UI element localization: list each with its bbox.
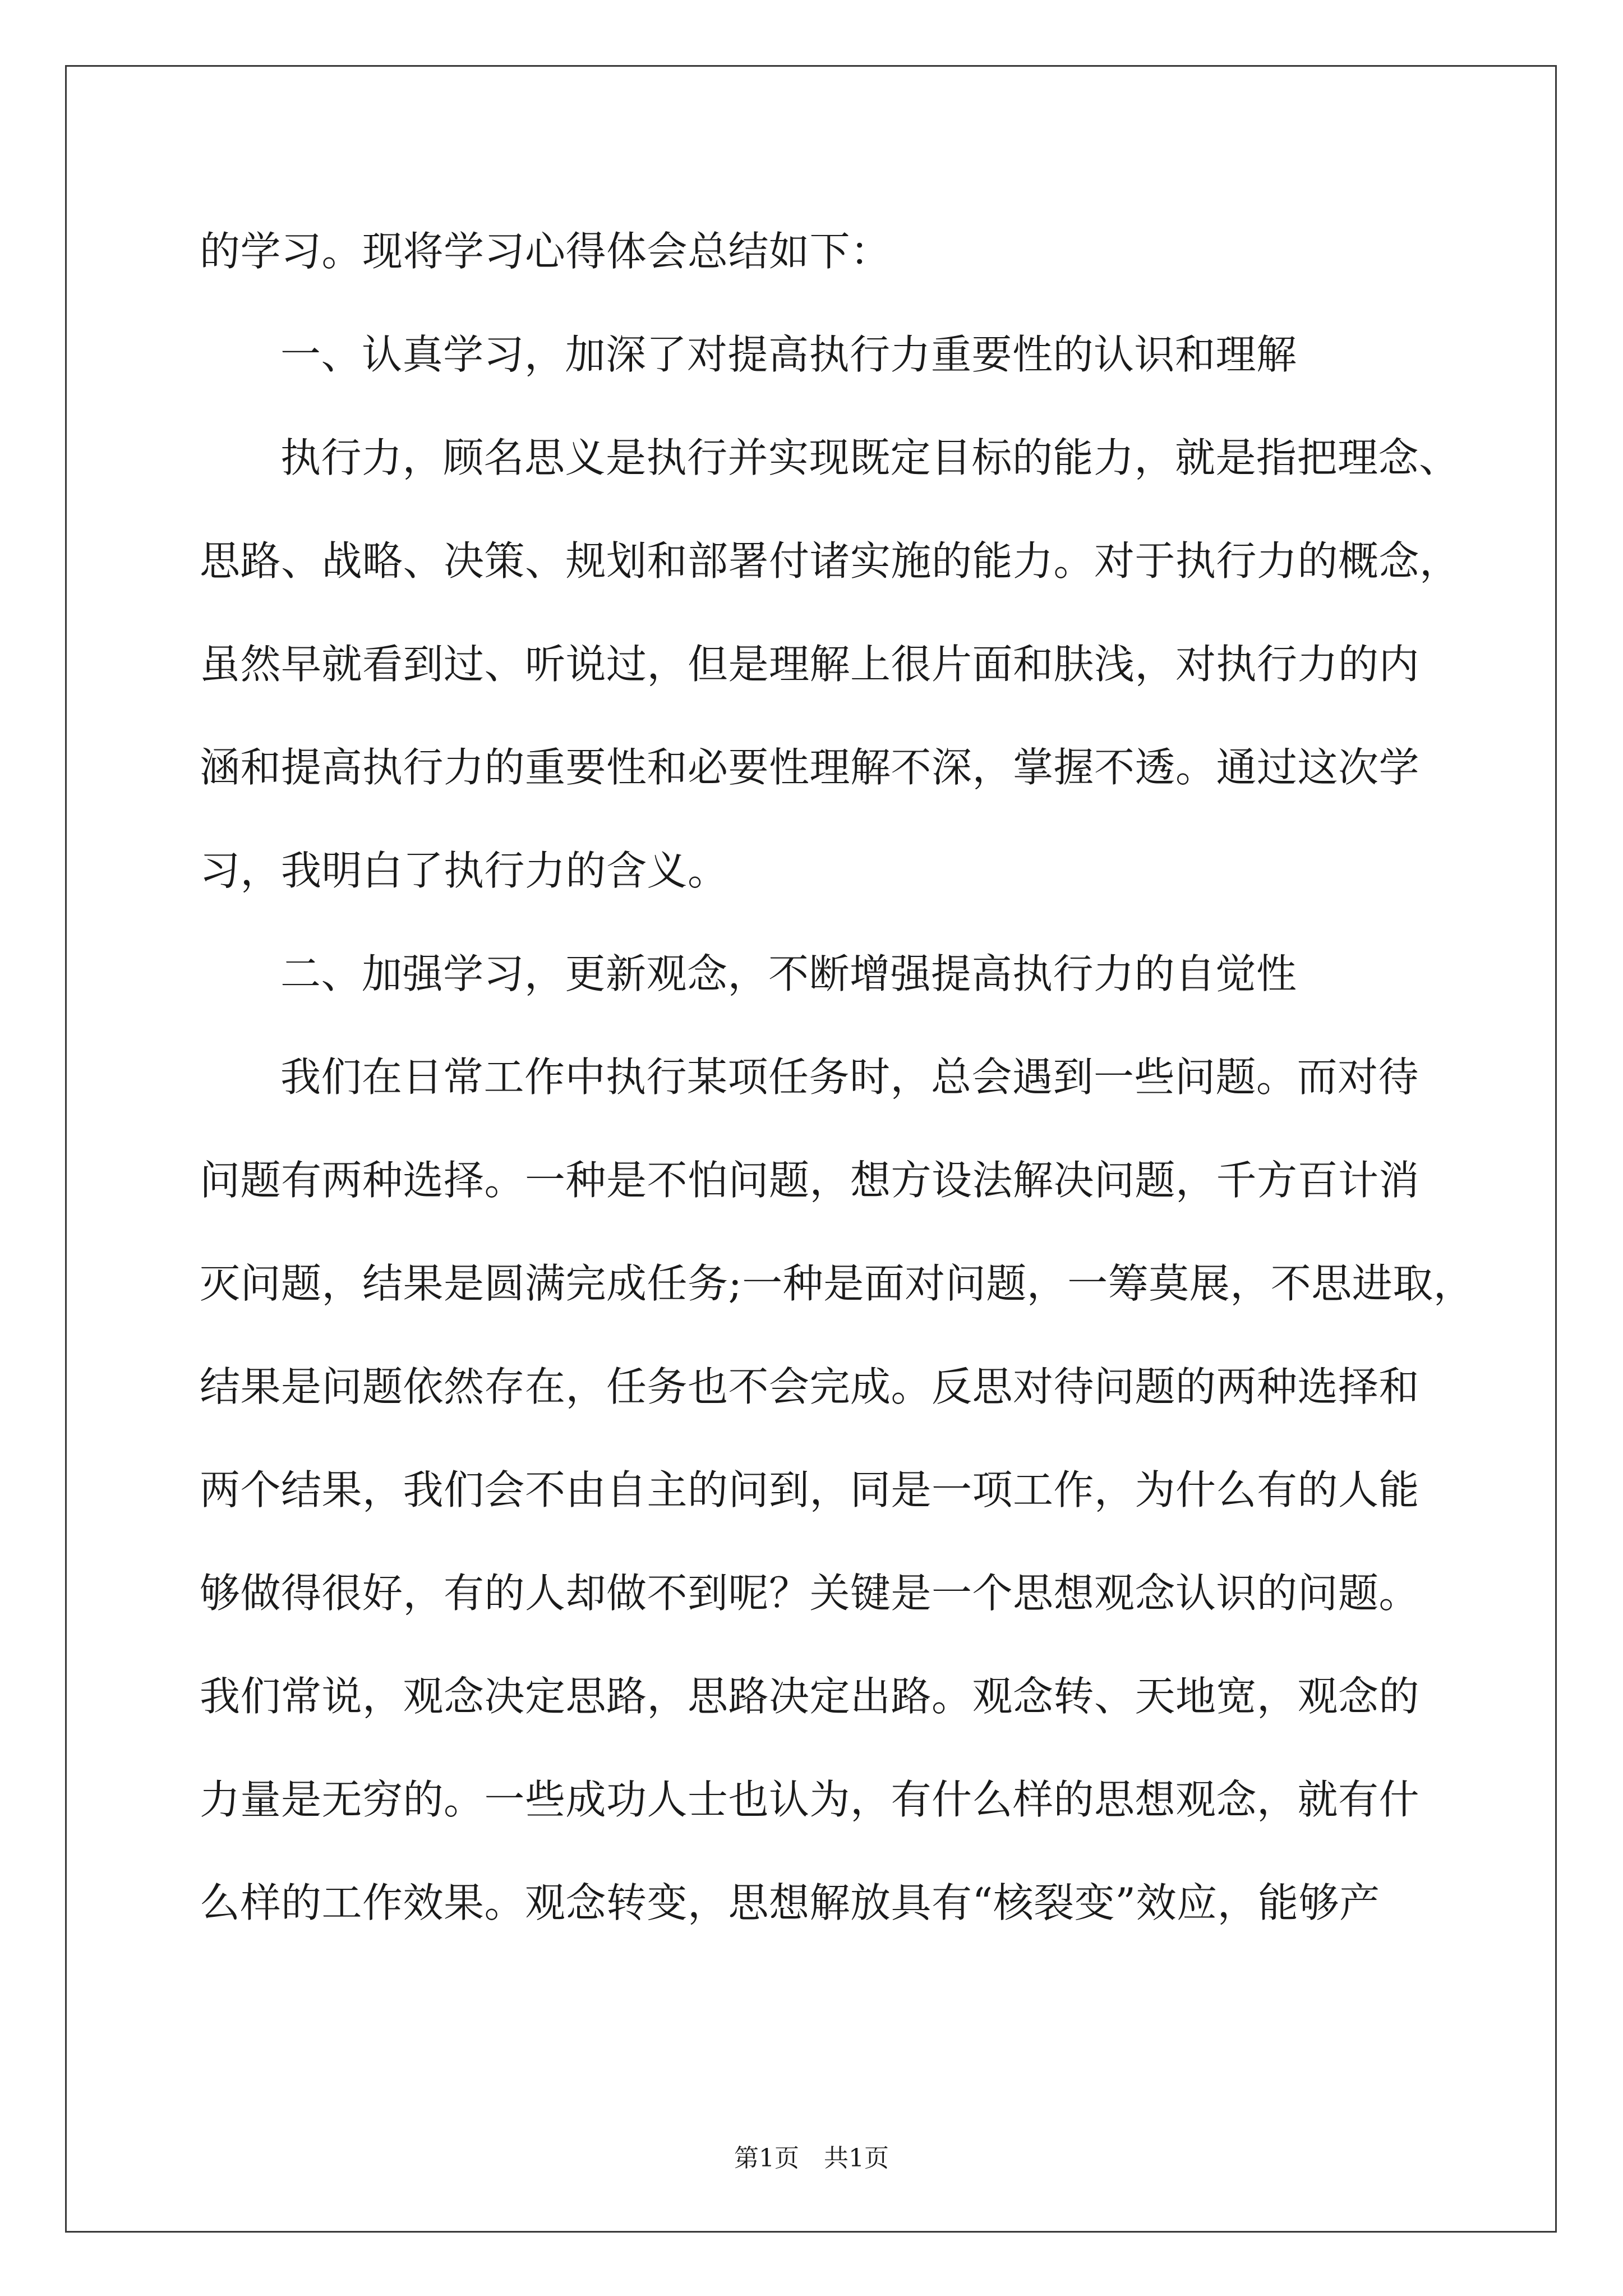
text-line: 习，我明白了执行力的含义。	[200, 847, 728, 894]
text-line: 够做得很好，有的人却做不到呢？关键是一个思想观念认识的问题。	[200, 1570, 1420, 1617]
section-heading: 二、加强学习，更新观念，不断增强提高执行力的自觉性	[280, 950, 1297, 997]
text-line: 灭问题，结果是圆满完成任务;一种是面对问题，一筹莫展，不思进取，	[200, 1260, 1474, 1307]
text-line: 虽然早就看到过、听说过，但是理解上很片面和肤浅，对执行力的内	[200, 641, 1420, 688]
text-line: 结果是问题依然存在，任务也不会完成。反思对待问题的两种选择和	[200, 1363, 1420, 1410]
text-line: 执行力，顾名思义是执行并实现既定目标的能力，就是指把理念、	[280, 434, 1460, 481]
text-line: 思路、战略、决策、规划和部署付诸实施的能力。对于执行力的概念，	[200, 537, 1460, 585]
page-number: 第1页 共1页	[734, 2144, 889, 2173]
text-line: 我们常说，观念决定思路，思路决定出路。观念转、天地宽，观念的	[200, 1673, 1420, 1720]
text-line: 我们在日常工作中执行某项任务时，总会遇到一些问题。而对待	[280, 1053, 1419, 1101]
text-line: 的学习。现将学习心得体会总结如下：	[200, 228, 891, 275]
document-body	[200, 222, 1474, 1977]
text-line: 问题有两种选择。一种是不怕问题，想方设法解决问题，千方百计消	[200, 1157, 1420, 1204]
text-line: 么样的工作效果。观念转变，思想解放具有“核裂变”效应，能够产	[200, 1879, 1380, 1926]
text-line: 两个结果，我们会不由自主的问到，同是一项工作，为什么有的人能	[200, 1466, 1420, 1513]
text-line: 涵和提高执行力的重要性和必要性理解不深，掌握不透。通过这次学	[200, 744, 1420, 791]
text-line: 力量是无穷的。一些成功人士也认为，有什么样的思想观念，就有什	[200, 1776, 1420, 1823]
section-heading: 一、认真学习，加深了对提高执行力重要性的认识和理解	[280, 331, 1297, 378]
